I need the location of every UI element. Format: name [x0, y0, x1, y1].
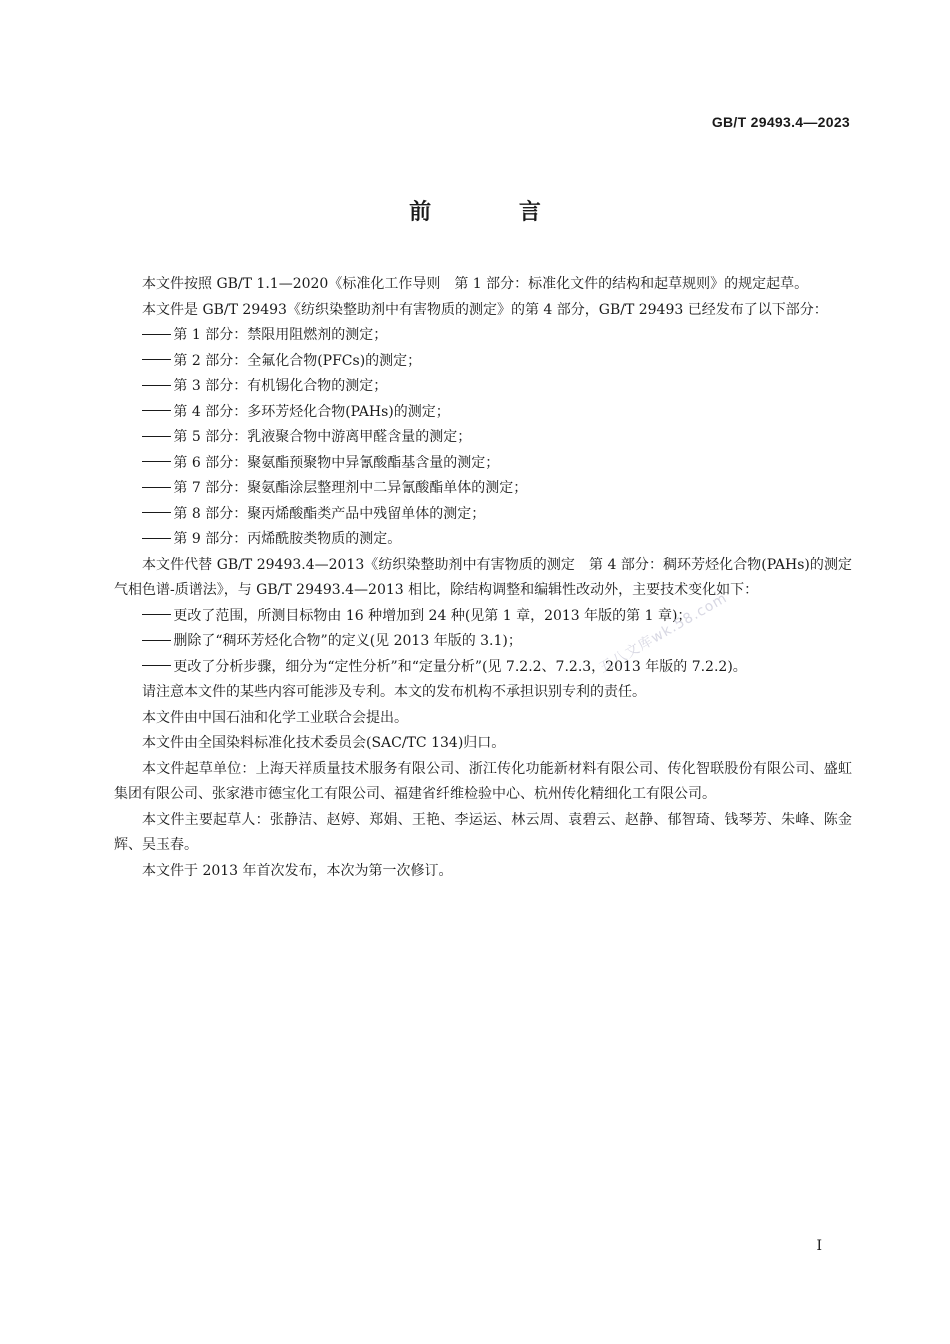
page-number: I — [816, 1238, 822, 1254]
dash-marker — [142, 538, 171, 539]
list-item — [114, 349, 852, 375]
dash-marker — [142, 436, 171, 437]
standard-number: GB/T 29493.4—2023 — [711, 114, 850, 130]
dash-marker — [142, 614, 171, 615]
list-item-text: 第 8 部分：聚丙烯酸酯类产品中残留单体的测定； — [173, 505, 486, 522]
dash-marker — [142, 665, 171, 666]
dash-marker — [142, 410, 171, 411]
list-item-text: 第 7 部分：聚氨酯涂层整理剂中二异氰酸酯单体的测定； — [173, 480, 528, 496]
list-item — [114, 425, 852, 451]
list-item-text: 第 6 部分：聚氨酯预聚物中异氰酸酯基含量的测定； — [173, 454, 500, 471]
paragraph: 请注意本文件的某些内容可能涉及专利。本文的发布机构不承担识别专利的责任。 — [142, 684, 646, 700]
list-item-text: 第 2 部分：全氟化合物(PFCs)的测定； — [173, 352, 422, 369]
document-body — [114, 272, 866, 884]
paragraph: 本文件由中国石油和化学工业联合会提出。 — [142, 709, 408, 726]
list-item-text: 第 4 部分：多环芳烃化合物(PAHs)的测定； — [173, 403, 450, 420]
paragraph: 本文件按照 GB/T 1.1—2020《标准化工作导则 第 1 部分：标准化文件的结构和起草规则》的规定起草。 — [142, 276, 809, 292]
list-item-text: 第 9 部分：丙烯酰胺类物质的测定。 — [173, 531, 402, 547]
list-item-text: 第 3 部分：有机锡化合物的测定； — [173, 378, 388, 394]
list-item — [114, 323, 852, 349]
list-item — [114, 527, 852, 553]
watermark: 五八文库wk.58.com — [596, 590, 731, 677]
list-item — [114, 502, 852, 528]
paragraph: 本文件于 2013 年首次发布，本次为第一次修订。 — [142, 862, 453, 879]
list-item — [114, 374, 852, 400]
dash-marker — [142, 512, 171, 513]
dash-marker — [142, 640, 171, 641]
paragraph: 本文件代替 GB/T 29493.4—2013《纺织染整助剂中有害物质的测定 第 4 部分：稠环芳烃化合物(PAHs)的测定 气相色谱-质谱法》，与 GB/T 29493.4—2013 相比，除结构调整和编辑性改动外，主要技术变化如下： — [114, 556, 866, 598]
list-item-text: 第 1 部分：禁限用阻燃剂的测定； — [173, 327, 388, 343]
dash-marker — [142, 487, 171, 488]
dash-marker — [142, 334, 171, 335]
list-item — [114, 604, 852, 630]
list-item — [114, 655, 852, 681]
list-item — [114, 629, 852, 655]
paragraph: 本文件是 GB/T 29493《纺织染整助剂中有害物质的测定》的第 4 部分，GB/T 29493 已经发布了以下部分： — [142, 301, 828, 318]
dash-marker — [142, 385, 171, 386]
paragraph: 本文件主要起草人：张静洁、赵婷、郑娟、王艳、李运运、林云周、袁碧云、赵静、郁智琦、钱琴芳、朱峰、陈金辉、吴玉春。 — [114, 811, 852, 853]
list-item-text: 更改了分析步骤，细分为“定性分析”和“定量分析”(见 7.2.2、7.2.3，2013 年版的 7.2.2)。 — [173, 658, 747, 675]
paragraph: 本文件起草单位：上海天祥质量技术服务有限公司、浙江传化功能新材料有限公司、传化智联股份有限公司、盛虹集团有限公司、张家港市德宝化工有限公司、福建省纤维检验中心、杭州传化精细化工有限公司。 — [114, 760, 852, 802]
list-item — [114, 476, 852, 502]
paragraph: 本文件由全国染料标准化技术委员会(SAC/TC 134)归口。 — [142, 735, 506, 751]
dash-marker — [142, 461, 171, 462]
list-item-text: 第 5 部分：乳液聚合物中游离甲醛含量的测定； — [173, 429, 472, 445]
dash-marker — [142, 359, 171, 360]
page-title: 前 言 — [409, 200, 581, 225]
list-item-text: 删除了“稠环芳烃化合物”的定义(见 2013 年版的 3.1)； — [173, 633, 522, 649]
list-item — [114, 400, 852, 426]
list-item — [114, 451, 852, 477]
list-item-text: 更改了范围，所测目标物由 16 种增加到 24 种(见第 1 章，2013 年版的第 1 章)； — [173, 607, 692, 624]
